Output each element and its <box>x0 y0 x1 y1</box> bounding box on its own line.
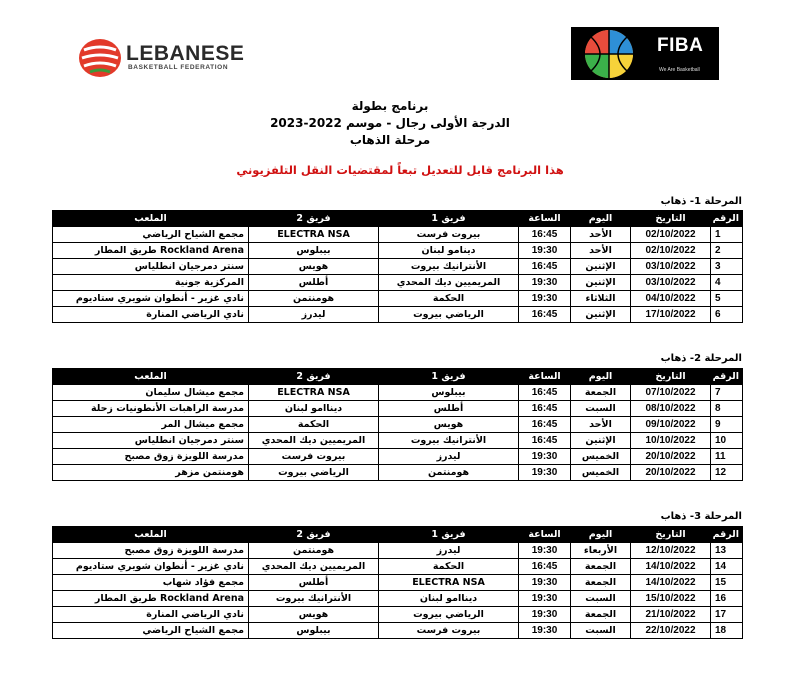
cell-day: الجمعة <box>571 385 631 401</box>
cell-num: 4 <box>711 275 743 291</box>
cell-day: السبت <box>571 401 631 417</box>
cell-team2: هومنتمن <box>249 543 379 559</box>
column-header-team1: فريق 1 <box>379 369 519 385</box>
table-header-row <box>53 369 743 385</box>
cell-venue: مجمع الشياح الرياضي <box>53 623 249 639</box>
cell-num: 1 <box>711 227 743 243</box>
cell-time: 19:30 <box>519 543 571 559</box>
table-row <box>53 243 743 259</box>
cell-date: 07/10/2022 <box>631 385 711 401</box>
cell-time: 19:30 <box>519 623 571 639</box>
cell-day: الجمعة <box>571 559 631 575</box>
cell-team1: ELECTRA NSA <box>379 575 519 591</box>
column-header-venue: الملعب <box>53 369 249 385</box>
cell-team2: الأنترانيك بيروت <box>249 591 379 607</box>
stage-1-label: المرحلة 1- ذهاب <box>660 196 742 207</box>
cell-date: 21/10/2022 <box>631 607 711 623</box>
cell-date: 14/10/2022 <box>631 575 711 591</box>
cell-time: 19:30 <box>519 465 571 481</box>
table-row <box>53 417 743 433</box>
cell-day: الجمعة <box>571 607 631 623</box>
cell-team2: الحكمة <box>249 417 379 433</box>
stage-3-label: المرحلة 3- ذهاب <box>660 511 742 522</box>
cell-team1: المريميين ديك المحدي <box>379 275 519 291</box>
cell-day: السبت <box>571 623 631 639</box>
table-row <box>53 433 743 449</box>
fiba-tagline: We Are Basketball <box>659 67 700 73</box>
cell-venue: مدرسة اللويزة زوق مصبح <box>53 543 249 559</box>
cell-date: 03/10/2022 <box>631 259 711 275</box>
cell-team2: ELECTRA NSA <box>249 385 379 401</box>
lebanese-federation-logo <box>78 38 268 78</box>
table-row <box>53 291 743 307</box>
cell-venue: مدرسة الراهبات الأنطونيات زحلة <box>53 401 249 417</box>
cell-time: 16:45 <box>519 401 571 417</box>
column-header-team2: فريق 2 <box>249 211 379 227</box>
cell-num: 10 <box>711 433 743 449</box>
cell-time: 19:30 <box>519 607 571 623</box>
cell-venue: نادي الرياضي المنارة <box>53 607 249 623</box>
basketball-cedar-icon <box>78 38 122 78</box>
cell-time: 16:45 <box>519 433 571 449</box>
table-row <box>53 575 743 591</box>
cell-team2: الرياضي بيروت <box>249 465 379 481</box>
column-header-date: التاريخ <box>631 369 711 385</box>
cell-date: 03/10/2022 <box>631 275 711 291</box>
cell-time: 16:45 <box>519 227 571 243</box>
column-header-venue: الملعب <box>53 527 249 543</box>
cell-team1: هومنتمن <box>379 465 519 481</box>
cell-num: 7 <box>711 385 743 401</box>
cell-team2: هويس <box>249 607 379 623</box>
column-header-team2: فريق 2 <box>249 369 379 385</box>
column-header-day: اليوم <box>571 211 631 227</box>
table-header-row <box>53 527 743 543</box>
cell-venue: Rockland Arena طريق المطار <box>53 591 249 607</box>
cell-date: 10/10/2022 <box>631 433 711 449</box>
cell-day: الجمعة <box>571 575 631 591</box>
cell-day: الأحد <box>571 227 631 243</box>
table-row <box>53 607 743 623</box>
cell-day: الأربعاء <box>571 543 631 559</box>
cell-team1: الرياضي بيروت <box>379 607 519 623</box>
cell-date: 09/10/2022 <box>631 417 711 433</box>
column-header-num: الرقم <box>711 527 743 543</box>
table-row <box>53 307 743 323</box>
column-header-date: التاريخ <box>631 527 711 543</box>
federation-name: LEBANESE <box>126 42 245 65</box>
cell-time: 16:45 <box>519 307 571 323</box>
cell-time: 19:30 <box>519 591 571 607</box>
cell-team1: ليدرز <box>379 543 519 559</box>
cell-num: 13 <box>711 543 743 559</box>
cell-team2: المريميين ديك المحدي <box>249 559 379 575</box>
cell-team2: هويس <box>249 259 379 275</box>
cell-day: الخميس <box>571 465 631 481</box>
cell-num: 18 <box>711 623 743 639</box>
cell-team2: ليدرز <box>249 307 379 323</box>
cell-venue: المركزية جونية <box>53 275 249 291</box>
table-row <box>53 275 743 291</box>
cell-date: 20/10/2022 <box>631 465 711 481</box>
cell-team2: ديناامو لبنان <box>249 401 379 417</box>
cell-day: الإثنين <box>571 259 631 275</box>
column-header-day: اليوم <box>571 527 631 543</box>
cell-day: الأحد <box>571 243 631 259</box>
cell-venue: مجمع ميشال سليمان <box>53 385 249 401</box>
cell-time: 19:30 <box>519 449 571 465</box>
column-header-venue: الملعب <box>53 211 249 227</box>
cell-num: 3 <box>711 259 743 275</box>
cell-time: 16:45 <box>519 559 571 575</box>
column-header-date: التاريخ <box>631 211 711 227</box>
cell-venue: مجمع ميشال المر <box>53 417 249 433</box>
cell-date: 20/10/2022 <box>631 449 711 465</box>
column-header-day: اليوم <box>571 369 631 385</box>
cell-num: 6 <box>711 307 743 323</box>
cell-date: 02/10/2022 <box>631 227 711 243</box>
table-row <box>53 591 743 607</box>
cell-venue: مجمع فؤاد شهاب <box>53 575 249 591</box>
cell-team1: الحكمة <box>379 559 519 575</box>
cell-team1: دينامو لبنان <box>379 243 519 259</box>
column-header-time: الساعة <box>519 369 571 385</box>
cell-num: 11 <box>711 449 743 465</box>
cell-venue: سنتر دمرجيان انطلياس <box>53 433 249 449</box>
tv-notice: هذا البرنامج قابل للتعديل تبعاً لمقتضيات النقل التلفزيوني <box>236 163 564 177</box>
cell-num: 15 <box>711 575 743 591</box>
table-row <box>53 449 743 465</box>
federation-subtitle: BASKETBALL FEDERATION <box>128 64 229 71</box>
cell-team1: بيروت فرست <box>379 227 519 243</box>
cell-team2: بيروت فرست <box>249 449 379 465</box>
cell-day: الإثنين <box>571 433 631 449</box>
table-row <box>53 401 743 417</box>
table-row <box>53 543 743 559</box>
cell-date: 04/10/2022 <box>631 291 711 307</box>
cell-day: الإثنين <box>571 307 631 323</box>
cell-date: 12/10/2022 <box>631 543 711 559</box>
cell-team1: الرياضي بيروت <box>379 307 519 323</box>
stage-2-table <box>52 368 743 481</box>
stage-3-table <box>52 526 743 639</box>
page-header <box>0 0 800 95</box>
cell-date: 14/10/2022 <box>631 559 711 575</box>
cell-venue: هومنتمن مزهر <box>53 465 249 481</box>
cell-day: السبت <box>571 591 631 607</box>
cell-team2: أطلس <box>249 275 379 291</box>
table-row <box>53 385 743 401</box>
cell-venue: نادي غزير - أنطوان شويري ستاديوم <box>53 559 249 575</box>
fiba-ball-icon <box>571 27 651 80</box>
column-header-num: الرقم <box>711 211 743 227</box>
column-header-team1: فريق 1 <box>379 211 519 227</box>
cell-time: 19:30 <box>519 575 571 591</box>
column-header-time: الساعة <box>519 527 571 543</box>
cell-team2: بيبلوس <box>249 243 379 259</box>
cell-day: الثلاثاء <box>571 291 631 307</box>
cell-team1: أطلس <box>379 401 519 417</box>
cell-team2: هومنتمن <box>249 291 379 307</box>
cell-time: 16:45 <box>519 259 571 275</box>
cell-time: 19:30 <box>519 291 571 307</box>
cell-venue: مدرسة اللويزة زوق مصبح <box>53 449 249 465</box>
table-row <box>53 227 743 243</box>
column-header-team1: فريق 1 <box>379 527 519 543</box>
title-line-3: مرحلة الذهاب <box>349 133 431 147</box>
cell-team1: بيروت فرست <box>379 623 519 639</box>
fiba-name: FIBA <box>657 35 704 56</box>
cell-team1: الأنترانيك بيروت <box>379 259 519 275</box>
cell-num: 2 <box>711 243 743 259</box>
cell-team2: المريميين ديك المحدي <box>249 433 379 449</box>
cell-day: الخميس <box>571 449 631 465</box>
cell-team1: الأنترانيك بيروت <box>379 433 519 449</box>
fiba-logo <box>571 27 719 80</box>
cell-date: 08/10/2022 <box>631 401 711 417</box>
cell-date: 17/10/2022 <box>631 307 711 323</box>
schedule-titles <box>200 98 580 149</box>
cell-venue: نادي الرياضي المنارة <box>53 307 249 323</box>
cell-time: 16:45 <box>519 385 571 401</box>
column-header-team2: فريق 2 <box>249 527 379 543</box>
cell-date: 22/10/2022 <box>631 623 711 639</box>
cell-team2: أطلس <box>249 575 379 591</box>
cell-venue: مجمع الشياح الرياضي <box>53 227 249 243</box>
cell-num: 17 <box>711 607 743 623</box>
cell-team1: ديناامو لبنان <box>379 591 519 607</box>
table-row <box>53 259 743 275</box>
title-line-1: برنامج بطولة <box>351 99 429 113</box>
table-row <box>53 623 743 639</box>
cell-day: الأحد <box>571 417 631 433</box>
cell-num: 5 <box>711 291 743 307</box>
cell-date: 15/10/2022 <box>631 591 711 607</box>
stage-1-table <box>52 210 743 323</box>
cell-num: 14 <box>711 559 743 575</box>
cell-team2: بيبلوس <box>249 623 379 639</box>
cell-time: 19:30 <box>519 275 571 291</box>
cell-venue: سنتر دمرجيان انطلياس <box>53 259 249 275</box>
cell-venue: نادي غزير - أنطوان شويري ستاديوم <box>53 291 249 307</box>
stage-2-label: المرحلة 2- ذهاب <box>660 353 742 364</box>
cell-venue: Rockland Arena طريق المطار <box>53 243 249 259</box>
cell-day: الإثنين <box>571 275 631 291</box>
table-row <box>53 559 743 575</box>
title-line-2: الدرجة الأولى رجال - موسم 2022-2023 <box>270 116 510 130</box>
table-header-row <box>53 211 743 227</box>
cell-team1: هويس <box>379 417 519 433</box>
cell-team1: الحكمة <box>379 291 519 307</box>
cell-num: 8 <box>711 401 743 417</box>
cell-team1: بيبلوس <box>379 385 519 401</box>
column-header-num: الرقم <box>711 369 743 385</box>
cell-num: 12 <box>711 465 743 481</box>
cell-time: 16:45 <box>519 417 571 433</box>
cell-num: 9 <box>711 417 743 433</box>
table-row <box>53 465 743 481</box>
cell-team2: ELECTRA NSA <box>249 227 379 243</box>
column-header-time: الساعة <box>519 211 571 227</box>
cell-team1: ليدرز <box>379 449 519 465</box>
cell-num: 16 <box>711 591 743 607</box>
cell-time: 19:30 <box>519 243 571 259</box>
cell-date: 02/10/2022 <box>631 243 711 259</box>
